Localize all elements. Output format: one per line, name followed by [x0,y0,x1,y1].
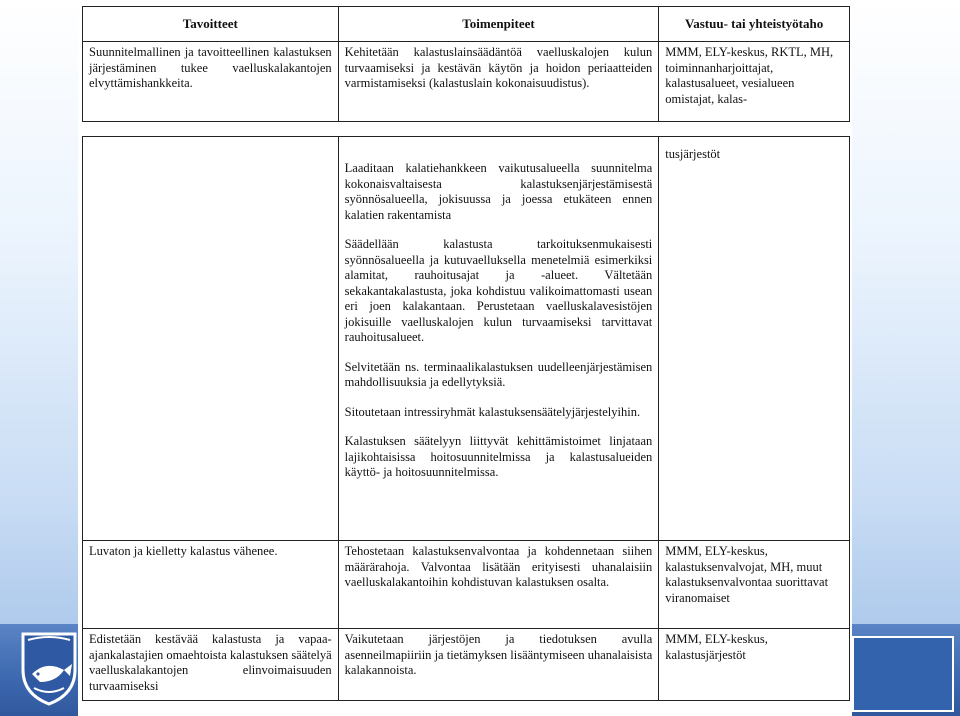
action-paragraph: Säädellään kalastusta tarkoituksenmukaisesti syönnösalueella ja kutuvaelluksella menetelmiä esimerkiksi alamitat, rauhoitusajat ja -alueet. Vältetään sekakantakalastusta, joka kohdistuu valikoimattomasti usean eri joen kalakantaan. Perustetaan vaelluskalavesistöjen jokisuille vaelluskalojen kulun turvaamiseksi tarvittavat rauhoitusalueet. [344,237,653,344]
goal-cell: Suunnitelmallinen ja tavoitteellinen kalastuksen järjestäminen tukee vaelluskalakantojen elvyttämishankkeita. [83,42,339,122]
goal-cell: Luvaton ja kielletty kalastus vähenee. [83,541,339,629]
table-row [83,42,850,122]
action-paragraph: Selvitetään ns. terminaalikalastuksen uudelleenjärjestämisen mahdollisuuksia ja edellytyksiä. [344,359,653,389]
header-actions: Toimenpiteet [338,7,659,42]
action-paragraph: Kalastuksen säätelyyn liittyvät kehittämistoimet linjataan lajikohtaisissa hoitosuunnitelmissa ja kalastusalueiden käyttö- ja hoitosuunnitelmissa. [344,434,653,479]
action-paragraph: Sitoutetaan intressiryhmät kalastuksensäätelyjärjestelyihin. [344,404,641,419]
footer-box [852,636,954,712]
action-paragraph: Laaditaan kalatiehankkeen vaikutusalueella suunnitelma kokonaisvaltaisesta kalastuksenjärjestämisestä syönnösalueella, jokisuussa ja joessa etukäteen ennen kalatien rakentamista [344,161,653,222]
responsible-cell-cont: tusjärjestöt [659,137,850,541]
measures-table-continued [82,136,850,701]
table-header-row [83,7,850,42]
responsible-cell: MMM, ELY-keskus, kalastusjärjestöt [659,629,850,701]
header-responsible: Vastuu- tai yhteistyötaho [659,7,850,42]
goal-cell: Edistetään kestävää kalastusta ja vapaa-ajankalastajien omaehtoista kalastuksen säätelyä vaelluskalakantojen elinvoimaisuuden turvaamiseksi [83,629,339,701]
header-goals: Tavoitteet [83,7,339,42]
responsible-cell: MMM, ELY-keskus, RKTL, MH, toiminnanharjoittajat, kalastusalueet, vesialueen omistajat, kalas- [659,42,850,122]
table-row [83,541,850,629]
coat-of-arms-fish-icon [20,630,78,706]
responsible-cell: MMM, ELY-keskus, kalastuksenvalvojat, MH, muut kalastuksenvalvontaa suorittavat viranomaiset [659,541,850,629]
action-cell: Vaikutetaan järjestöjen ja tiedotuksen avulla asenneilmapiiriin ja tietämyksen lisääntymiseen uhanalaisista kalakannoista. [338,629,659,701]
goal-cell-empty [83,137,339,541]
action-cell: Kehitetään kalastuslainsäädäntöä vaelluskalojen kulun turvaamiseksi ja kestävän käytön ja hoidon periaatteiden varmistamiseksi (kalastuslain kokonaisuudistus). [338,42,659,122]
table-row [83,137,850,541]
table-row [83,629,850,701]
action-cell: Tehostetaan kalastuksenvalvontaa ja kohdennetaan siihen määrärahoja. Valvontaa lisätään erityisesti uhanalaisiin vaelluskalakantoihin kohdistuvan kalastuksen osalta. [338,541,659,629]
measures-table-top [82,6,850,122]
action-cell-list [338,137,659,541]
